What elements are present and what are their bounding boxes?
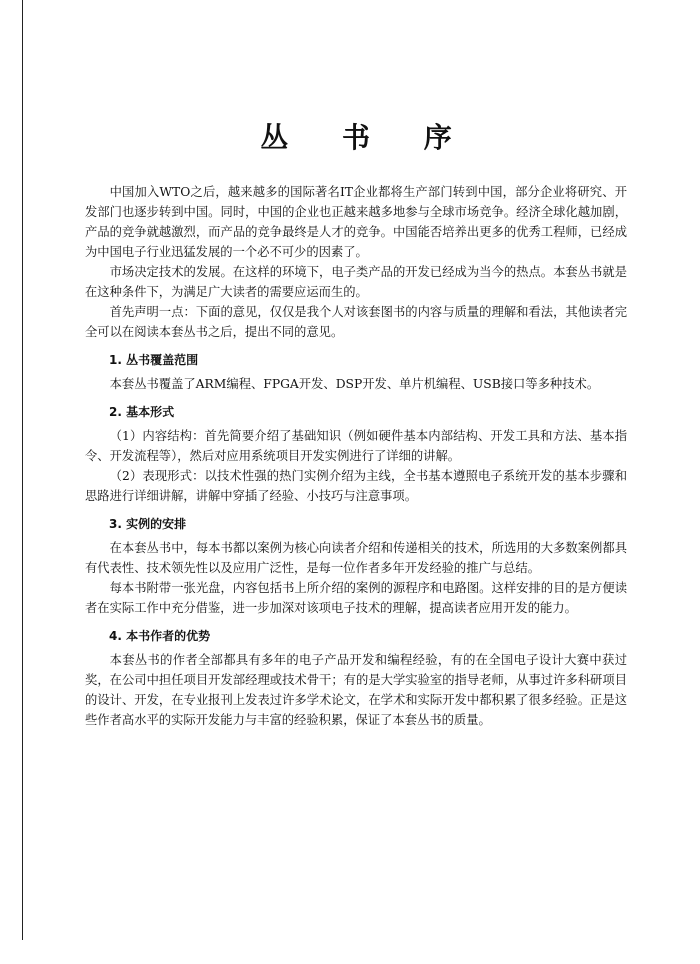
intro-paragraph-3: 首先声明一点：下面的意见，仅仅是我个人对该套图书的内容与质量的理解和看法，其他读者完全可以在阅读本套丛书之后，提出不同的意见。 [85, 305, 627, 339]
section-heading: 1. 丛书覆盖范围 [109, 353, 199, 367]
section-coverage [85, 350, 627, 394]
section-heading: 3. 实例的安排 [109, 517, 187, 531]
section-paragraph: 每本书附带一张光盘，内容包括书上所介绍的案例的源程序和电路图。这样安排的目的是方便读者在实际工作中充分借鉴，进一步加深对该项电子技术的理解，提高读者应用开发的能力。 [85, 581, 627, 615]
section-heading: 4. 本书作者的优势 [109, 629, 211, 643]
page-title: 丛 书 序 [260, 121, 474, 154]
section-examples [85, 514, 627, 618]
intro-paragraph-1: 中国加入WTO之后，越来越多的国际著名IT企业都将生产部门转到中国，部分企业将研究、开发部门也逐步转到中国。同时，中国的企业也正越来越多地参与全球市场竞争。经济全球化越加剧，产品的竞争就越激烈，而产品的竞争最终是人才的竞争。中国能否培养出更多的优秀工程师，已经成为中国电子行业迅猛发展的一个必不可少的因素了。 [85, 185, 627, 259]
intro-paragraph-2: 市场决定技术的发展。在这样的环境下，电子类产品的开发已经成为当今的热点。本套丛书就是在这种条件下，为满足广大读者的需要应运而生的。 [85, 265, 627, 299]
section-authors [85, 626, 627, 730]
section-paragraph: （2）表现形式：以技术性强的热门实例介绍为主线，全书基本遵照电子系统开发的基本步骤和思路进行详细讲解，讲解中穿插了经验、小技巧与注意事项。 [85, 469, 627, 503]
section-heading: 2. 基本形式 [109, 405, 175, 419]
intro-block [85, 182, 627, 342]
section-paragraph: 本套丛书的作者全部都具有多年的电子产品开发和编程经验，有的在全国电子设计大赛中获过奖，在公司中担任项目开发部经理或技术骨干；有的是大学实验室的指导老师，从事过许多科研项目的设计、开发，在专业报刊上发表过许多学术论文，在学术和实际开发中都积累了很多经验。正是这些作者高水平的实际开发能力与丰富的经验积累，保证了本套丛书的质量。 [85, 653, 627, 727]
document-page [85, 118, 627, 730]
section-basic-form [85, 402, 627, 506]
section-paragraph: 在本套丛书中，每本书都以案例为核心向读者介绍和传递相关的技术，所选用的大多数案例都具有代表性、技术领先性以及应用广泛性，是每一位作者多年开发经验的推广与总结。 [85, 541, 627, 575]
section-paragraph: （1）内容结构：首先简要介绍了基础知识（例如硬件基本内部结构、开发工具和方法、基本指令、开发流程等），然后对应用系统项目开发实例进行了详细的讲解。 [85, 429, 627, 463]
page-binding-rule [22, 0, 23, 940]
section-paragraph: 本套丛书覆盖了ARM编程、FPGA开发、DSP开发、单片机编程、USB接口等多种技术。 [109, 377, 600, 391]
